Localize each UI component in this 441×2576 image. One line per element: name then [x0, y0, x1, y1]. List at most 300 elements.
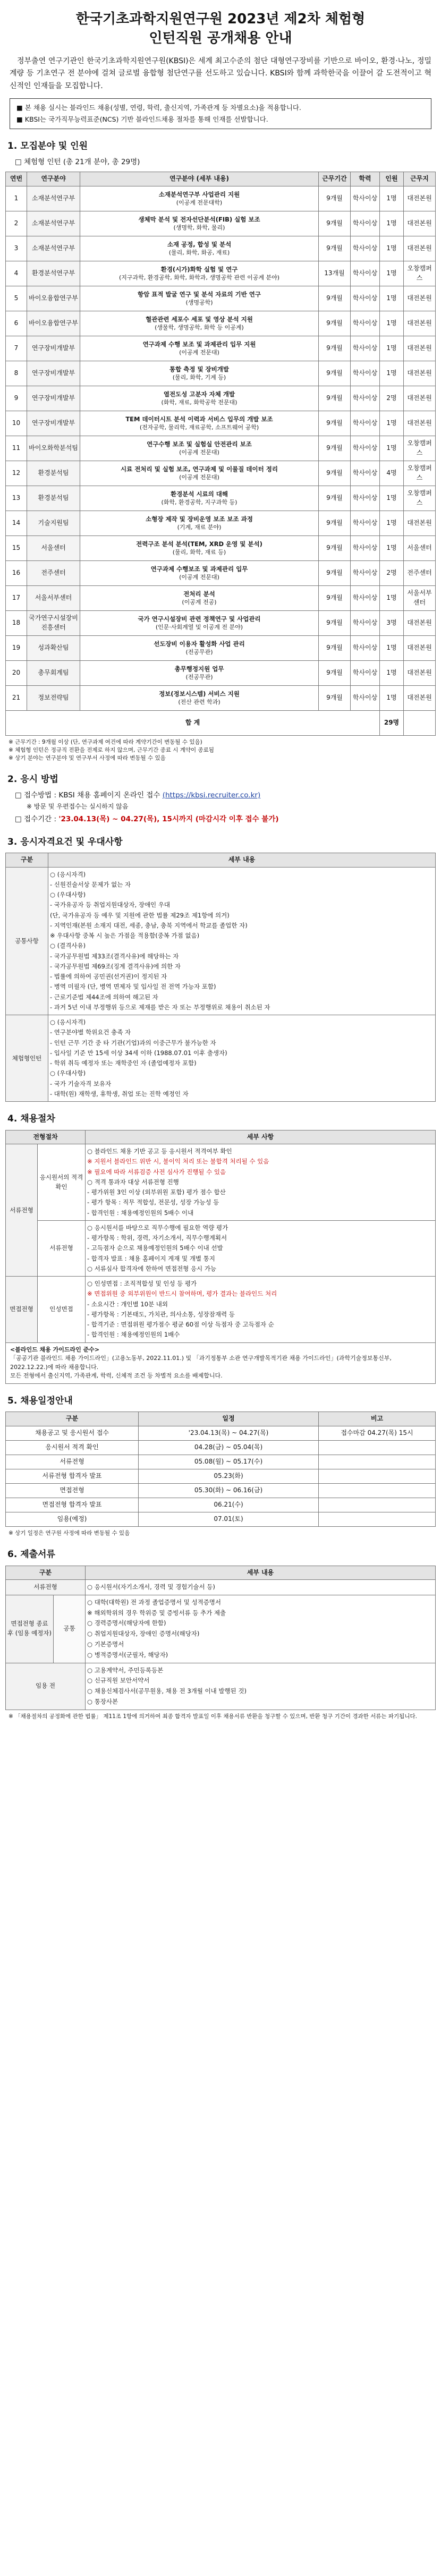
detail-line: ○ (응시자격): [50, 870, 86, 878]
detail-line: - 합격인원 : 채용예정인원의 5배수 이내: [87, 1209, 194, 1217]
duty-detail: (이공계 전문대학): [176, 199, 223, 207]
table-row: [6, 1144, 436, 1221]
detail-line: ○ (우대사항): [50, 1069, 86, 1077]
duty-detail: (물리, 화학, 재료 등): [172, 549, 226, 556]
section-title-positions: 1. 모집분야 및 인원: [7, 141, 88, 152]
table-row: [6, 1455, 436, 1469]
cell-edu: 학사이상: [351, 411, 380, 436]
duty-title: 국가 연구시설장비 관련 정책연구 및 사업관리: [138, 615, 261, 623]
title-line-1: 한국기초과학지원연구원 2023년 제2차 체험형: [75, 11, 366, 27]
duty-title: TEM 데이터시트 분석 이력과 서비스 입무의 개발 보조: [125, 415, 273, 423]
table-row: [6, 1483, 436, 1498]
documents-footnote: ※ 「채용절차의 공정화에 관한 법률」 제11조 1항에 의거하여 최종 합격자 발표일 이후 채용서류 반환을 청구할 수 있으며, 반환 청구 기간이 경과한 서류는 파기됩니다.: [9, 1713, 417, 1720]
duty-title: 환경분석 시료의 대해: [171, 490, 228, 498]
detail-line: - 합격인원 : 채용예정인원의 1배수: [87, 1331, 180, 1339]
duty-title: 전처리 분석: [183, 590, 215, 598]
detail-line: - 평가항목 : 기본태도, 가치관, 의사소통, 성장잠재력 등: [87, 1310, 235, 1318]
cell-field: 소재분석연구부: [27, 211, 80, 236]
duty-title: 열전도성 고분자 자체 개발: [163, 390, 235, 398]
table-header-row: [6, 853, 436, 867]
table-row: [6, 211, 436, 236]
detail-line: (단, 국가유공자 등 예우 및 지원에 관한 법률 제29조 제1항에 의거): [50, 911, 230, 919]
cell-period: 9개월: [319, 660, 351, 685]
duty-title: 항암 표적 발굴 연구 및 분석 자료의 기반 연구: [138, 290, 261, 298]
cell-duty: [80, 685, 319, 710]
cell-place: 대전본원: [404, 361, 436, 386]
duty-title: 연구과제 수행 보조 및 과제관리 입무 지원: [142, 340, 256, 348]
cell-count: 1명: [380, 311, 404, 336]
cell-item: 면접전형 합격자 발표: [6, 1498, 139, 1512]
duty-detail: (인문·사회계열 및 이공계 전 분야): [155, 624, 243, 631]
apply-method-link[interactable]: (https://kbsi.recruiter.co.kr): [162, 791, 261, 800]
detail-line: - 병역 미필자 (단, 병역 면제자 및 입사일 전 전역 가능자 포함): [50, 983, 216, 991]
duty-title: 연구과제 수행보조 및 과제관리 입무: [150, 565, 248, 573]
cell-detail: [86, 1220, 436, 1276]
apply-period-label: □ 접수기간 :: [15, 815, 59, 824]
notice-box: [10, 98, 431, 129]
col-header-category: 구분: [6, 853, 48, 867]
duty-title: 선도장비 이용자 활성화 사업 관리: [154, 640, 245, 648]
blind-hiring-line: 「공공기관 블라인드 채용 가이드라인」(고용노동부, 2022.11.01.) 및 「과기정통부 소관 연구개발목적기관 채용 가이드라인」(과학기술정보통신부, 2022.12.22.)에 따라 채용합니다.: [10, 1355, 392, 1371]
table-row: [6, 1220, 436, 1276]
cell-field: 소재분석연구부: [27, 236, 80, 261]
duty-detail: (화학, 재료, 화학공학 전문대): [161, 399, 238, 406]
cell-duty: [80, 535, 319, 560]
cell-place: 서울서부센터: [404, 585, 436, 610]
duty-detail: (물리, 화학, 기계 등): [172, 374, 226, 381]
table-row: [6, 286, 436, 311]
cell-duty: [80, 436, 319, 461]
duty-title: 소형장 제작 및 장비운영 보조 보조 과정: [146, 515, 253, 523]
footnote: ※ 상기 분야는 연구분야 및 연구부서 사정에 따라 변동될 수 있음: [9, 755, 166, 762]
total-count: 29명: [380, 710, 404, 735]
detail-line: ○ 채용신체검사서(공무원용, 채용 전 3개월 이내 발행된 것): [87, 1687, 247, 1695]
cell-period: 9개월: [319, 336, 351, 361]
cell-count: 2명: [380, 386, 404, 411]
apply-method: [15, 790, 432, 801]
cell-place: 대전본원: [404, 660, 436, 685]
table-row: [6, 1440, 436, 1455]
duty-detail: (생명학, 화학, 물리): [173, 224, 225, 232]
intro-paragraph: 정부출연 연구기관인 한국기초과학지원연구원(KBSI)은 세계 최고수준의 첨단 대형연구장비를 기반으로 바이오, 환경·나노, 정밀계량 등 기초연구 전 분야에 걸쳐 글로벌 융합형 첨단연구를 선도하고 있습니다. KBSI와 함께 과학한국을 이끌어 갈 도전적이고 혁신적인 인재들을 모집합니다.: [10, 56, 431, 91]
cell-no: 4: [6, 261, 27, 286]
cell-edu: 학사이상: [351, 236, 380, 261]
cell-field: 서울센터: [27, 535, 80, 560]
cell-edu: 학사이상: [351, 560, 380, 585]
cell-note: 접수마감 04.27(목) 15시: [319, 1426, 436, 1440]
cell-period: 13개월: [319, 261, 351, 286]
table-row: [6, 535, 436, 560]
table-row: [6, 1579, 436, 1595]
col-header-edu: 학력: [351, 172, 380, 186]
cell-no: 11: [6, 436, 27, 461]
cell-no: 3: [6, 236, 27, 261]
duty-detail: (전공무관): [185, 674, 213, 681]
cell-duty: [80, 361, 319, 386]
cell-stage: 서류전형: [6, 1144, 38, 1277]
cell-count: 1명: [380, 211, 404, 236]
cell-period: 9개월: [319, 211, 351, 236]
process-table-body: [6, 1144, 436, 1343]
cell-field: 서울서부센터: [27, 585, 80, 610]
cell-duty: [80, 610, 319, 635]
cell-place: 대전본원: [404, 211, 436, 236]
cell-note: [319, 1512, 436, 1526]
duty-detail: (이공계 전문대): [179, 574, 219, 581]
cell-edu: 학사이상: [351, 361, 380, 386]
table-total-row: [6, 710, 436, 735]
cell-field: 연구장비개발부: [27, 361, 80, 386]
cell-count: 1명: [380, 236, 404, 261]
cell-period: 9개월: [319, 411, 351, 436]
cell-category: 공통사항: [6, 867, 48, 1015]
cell-detail: [86, 1144, 436, 1221]
table-row: [6, 1426, 436, 1440]
col-header-detail: 세부 사항: [86, 1130, 436, 1144]
cell-count: 1명: [380, 635, 404, 660]
cell-place: 대전본원: [404, 635, 436, 660]
table-row: [6, 411, 436, 436]
detail-line: - 학위 취득 예정자 또는 재학중인 자 (졸업예정자 포함): [50, 1059, 197, 1067]
cell-no: 1: [6, 186, 27, 211]
cell-place: 대전본원: [404, 685, 436, 710]
cell-duty: [80, 635, 319, 660]
detail-line: ※ 면접위원 중 외부위원이 반드시 참여하며, 평가 결과는 블라인드 처리: [87, 1290, 277, 1298]
detail-line: - 평가항목 : 학위, 경력, 자기소개서, 직무수행계획서: [87, 1234, 227, 1242]
cell-detail: [48, 867, 436, 1015]
cell-no: 12: [6, 461, 27, 486]
detail-line: ○ (결격사유): [50, 942, 86, 950]
detail-line: ○ 통장사본: [87, 1698, 118, 1706]
cell-place: 대전본원: [404, 511, 436, 535]
cell-field: 환경분석팀: [27, 461, 80, 486]
cell-field: 바이오융합연구부: [27, 311, 80, 336]
duty-detail: (생명공학): [185, 299, 213, 307]
cell-period: 9개월: [319, 511, 351, 535]
cell-count: 2명: [380, 560, 404, 585]
cell-period: 9개월: [319, 560, 351, 585]
cell-place: 대전본원: [404, 411, 436, 436]
cell-item: 응시원서 적격 확인: [6, 1440, 139, 1455]
cell-period: 9개월: [319, 311, 351, 336]
cell-item: 면접전형: [6, 1483, 139, 1498]
detail-line: - 소요시간 : 개인별 10분 내외: [87, 1300, 168, 1308]
cell-count: 1명: [380, 486, 404, 511]
cell-item: 임용(예정): [6, 1512, 139, 1526]
cell-date: 04.28(금) ~ 05.04(목): [139, 1440, 319, 1455]
cell-edu: 학사이상: [351, 211, 380, 236]
table-header-row: [6, 1566, 436, 1579]
positions-table-body: [6, 186, 436, 710]
cell-count: 1명: [380, 585, 404, 610]
cell-period: 9개월: [319, 286, 351, 311]
table-row: [6, 685, 436, 710]
cell-edu: 학사이상: [351, 585, 380, 610]
detail-line: - 평가위원 3인 이상 (외부위원 포함) 평가 점수 합산: [87, 1188, 226, 1196]
cell-duty: [80, 660, 319, 685]
cell-place: 오창캠퍼스: [404, 261, 436, 286]
detail-line: ※ 해외학위의 경우 학위증 및 증빙서류 등 추가 제출: [87, 1609, 226, 1617]
cell-item: 채용공고 및 응시원서 접수: [6, 1426, 139, 1440]
cell-period: 9개월: [319, 535, 351, 560]
apply-method-note: ※ 방문 및 우편접수는 실시하지 않음: [27, 802, 129, 810]
notice-item: ■ 본 채용 실시는 블라인드 채용(성별, 연령, 학력, 출신지역, 가족관계 등 차별요소)을 적용합니다.: [16, 103, 301, 112]
cell-subcategory: 공통: [54, 1595, 86, 1663]
cell-period: 9개월: [319, 461, 351, 486]
cell-period: 9개월: [319, 386, 351, 411]
requirements-table-body: [6, 867, 436, 1102]
cell-date: 05.08(월) ~ 05.17(수): [139, 1455, 319, 1469]
cell-field: 연구장비개발부: [27, 411, 80, 436]
detail-line: - 합격자 발표 : 채용 홈페이지 게재 및 개별 통지: [87, 1254, 215, 1262]
cell-no: 21: [6, 685, 27, 710]
cell-duty: [80, 236, 319, 261]
duty-title: 정보(정보시스템) 서비스 지원: [159, 690, 240, 698]
detail-line: ※ 지원서 블라인드 위반 시, 불이익 처리 또는 불합격 처리될 수 있음: [87, 1158, 269, 1166]
cell-edu: 학사이상: [351, 660, 380, 685]
cell-period: 9개월: [319, 361, 351, 386]
cell-place: 오창캠퍼스: [404, 436, 436, 461]
detail-line: ○ (우대사항): [50, 891, 86, 899]
cell-count: 1명: [380, 336, 404, 361]
cell-no: 2: [6, 211, 27, 236]
cell-count: 3명: [380, 610, 404, 635]
cell-duty: [80, 585, 319, 610]
duty-title: 혈관관련 세포수 세포 및 영상 분석 지원: [146, 315, 253, 323]
section-title-documents: 6. 제출서류: [7, 1549, 55, 1560]
detail-line: - 입사일 기준 만 15세 이상 34세 이하 (1988.07.01 이후 출생자): [50, 1049, 227, 1057]
cell-detail: [86, 1277, 436, 1343]
cell-edu: 학사이상: [351, 336, 380, 361]
cell-duty: [80, 411, 319, 436]
table-row: [6, 236, 436, 261]
bullet-icon: ■: [16, 103, 25, 112]
detail-line: - 대학(원) 재학생, 휴학생, 취업 또는 진학 예정인 자: [50, 1090, 189, 1098]
blind-hiring-box: [5, 1343, 436, 1384]
detail-line: ○ 응시원서(자기소개서, 경력 및 경험기술서 등): [87, 1583, 215, 1591]
table-header-row: [6, 1130, 436, 1144]
duty-title: 전력구조 분석 분석(TEM, XRD 운영 및 분석): [136, 540, 262, 548]
cell-duty: [80, 486, 319, 511]
cell-duty: [80, 386, 319, 411]
cell-edu: 학사이상: [351, 635, 380, 660]
detail-line: ○ 고용계약서, 주민등록등본: [87, 1666, 164, 1674]
duty-detail: (전산 관련 학과): [178, 699, 220, 706]
col-header-place: 근무지: [404, 172, 436, 186]
detail-line: - 신원진술서상 문제가 없는 자: [50, 880, 131, 888]
cell-note: [319, 1455, 436, 1469]
cell-field: 국가연구시설장비진흥센터: [27, 610, 80, 635]
cell-duty: [80, 286, 319, 311]
detail-line: - 연구분야별 학위요건 충족 자: [50, 1028, 131, 1036]
cell-period: 9개월: [319, 186, 351, 211]
col-header-item: 구분: [6, 1412, 139, 1426]
cell-date: 05.23(화): [139, 1469, 319, 1483]
cell-category: 면접전형 종료 후 (임용 예정자): [6, 1595, 54, 1663]
cell-no: 6: [6, 311, 27, 336]
cell-edu: 학사이상: [351, 436, 380, 461]
table-row: [6, 336, 436, 361]
table-row: [6, 511, 436, 535]
section-title-apply: 2. 응시 방법: [7, 774, 58, 785]
cell-edu: 학사이상: [351, 610, 380, 635]
table-row: [6, 461, 436, 486]
col-header-note: 비고: [319, 1412, 436, 1426]
section-title-schedule: 5. 채용일정안내: [7, 1395, 73, 1406]
cell-no: 13: [6, 486, 27, 511]
col-header-date: 일정: [139, 1412, 319, 1426]
duty-title: 생체막 분석 및 전자선단분석(FIB) 실험 보조: [138, 215, 260, 223]
col-header-count: 인원: [380, 172, 404, 186]
schedule-table: [5, 1412, 436, 1526]
requirements-table: [5, 853, 436, 1102]
cell-edu: 학사이상: [351, 685, 380, 710]
detail-line: - 지역인재(본원 소재지 대전, 세종, 충남, 충북 지역에서 학교를 졸업한 자): [50, 921, 248, 929]
table-row: [6, 1015, 436, 1102]
cell-count: 1명: [380, 685, 404, 710]
cell-field: 환경분석연구부: [27, 261, 80, 286]
detail-line: ○ 대학(대학원) 전 과정 졸업증명서 및 성적증명서: [87, 1598, 222, 1606]
cell-count: 1명: [380, 436, 404, 461]
col-header-period: 근무기간: [319, 172, 351, 186]
cell-period: 9개월: [319, 635, 351, 660]
cell-period: 9개월: [319, 585, 351, 610]
duty-detail: (이공계 전공): [182, 599, 217, 606]
schedule-table-body: [6, 1426, 436, 1526]
cell-note: [319, 1469, 436, 1483]
col-header-no: 연번: [6, 172, 27, 186]
schedule-footnote: ※ 상기 일정은 연구원 사정에 따라 변동될 수 있음: [9, 1529, 130, 1536]
cell-place: 대전본원: [404, 286, 436, 311]
cell-count: 1명: [380, 411, 404, 436]
cell-field: 정보전략팀: [27, 685, 80, 710]
cell-place: 대전본원: [404, 186, 436, 211]
positions-table: [5, 172, 436, 735]
detail-line: ○ 인성면접 : 조직적합성 및 인성 등 평가: [87, 1280, 197, 1288]
total-empty-cell: [404, 710, 436, 735]
table-row: [6, 1595, 436, 1663]
cell-edu: 학사이상: [351, 261, 380, 286]
cell-place: 전주센터: [404, 560, 436, 585]
cell-edu: 학사이상: [351, 186, 380, 211]
detail-line: - 근로기준법 제44조에 의하여 해고된 자: [50, 993, 158, 1001]
cell-note: [319, 1483, 436, 1498]
notice-item: ■ KBSI는 국가직무능력표준(NCS) 기반 블라인드채용 절차를 통해 인재를 선발합니다.: [16, 115, 268, 124]
cell-edu: 학사이상: [351, 511, 380, 535]
cell-place: 대전본원: [404, 311, 436, 336]
detail-line: ※ 우대사항 중복 시 높은 가점을 적용함(중복 가점 없음): [50, 932, 200, 940]
cell-count: 1명: [380, 535, 404, 560]
cell-duty: [80, 186, 319, 211]
detail-line: - 과거 5년 이내 부정행위 등으로 제재를 받은 자 또는 부정행위로 채용이 취소된 자: [50, 1003, 270, 1011]
detail-line: - 평가 항목 : 직무 적합성, 전문성, 성장 가능성 등: [87, 1198, 219, 1206]
table-row: [6, 635, 436, 660]
duty-title: 시료 전처리 및 실험 보조, 연구과제 및 이물질 데이터 정리: [121, 465, 278, 473]
detail-line: ○ 서류심사 합격자에 한하여 면접전형 응시 가능: [87, 1264, 217, 1272]
cell-step: 인성면접: [38, 1277, 86, 1343]
apply-method-label: □ 접수방법 : KBSI 채용 홈페이지 온라인 접수: [15, 791, 160, 800]
duty-title: 통합 측정 및 장비개발: [169, 365, 229, 373]
detail-line: ○ (응시자격): [50, 1018, 86, 1026]
total-label: 합 계: [6, 710, 380, 735]
bullet-icon: ■: [16, 115, 25, 124]
cell-detail: [86, 1579, 436, 1595]
detail-line: ○ 경력증명서(해당자에 한함): [87, 1619, 166, 1627]
table-header-row: [6, 1412, 436, 1426]
detail-line: - 국가유공자 등 취업지원대상자, 장애인 우대: [50, 901, 171, 909]
blind-hiring-title: <블라인드 채용 가이드라인 준수>: [10, 1346, 100, 1353]
col-header-detail: 세부 내용: [86, 1566, 436, 1579]
cell-field: 바이오융합연구부: [27, 286, 80, 311]
detail-line: - 고득점자 순으로 채용예정인원의 5배수 이내 선발: [87, 1244, 223, 1252]
cell-place: 서울센터: [404, 535, 436, 560]
cell-field: 성과확산팀: [27, 635, 80, 660]
cell-field: 연구장비개발부: [27, 336, 80, 361]
cell-no: 9: [6, 386, 27, 411]
positions-subtitle: □ 체험형 인턴 (총 21개 분야, 총 29명): [15, 157, 140, 166]
table-row: [6, 1512, 436, 1526]
documents-table-body: [6, 1579, 436, 1710]
cell-no: 20: [6, 660, 27, 685]
table-row: [6, 486, 436, 511]
duty-detail: (전공무관): [185, 649, 213, 656]
cell-duty: [80, 311, 319, 336]
detail-line: ○ 응시원서를 바탕으로 직무수행에 필요한 역량 평가: [87, 1223, 228, 1231]
cell-detail: [86, 1663, 436, 1710]
duty-detail: (이공계 전문대): [179, 449, 219, 456]
cell-count: 1명: [380, 660, 404, 685]
table-row: [6, 361, 436, 386]
cell-no: 18: [6, 610, 27, 635]
duty-detail: (지구과학, 환경공학, 화학, 화학과, 생명공학 관련 이공계 분야): [118, 274, 280, 282]
section-title-process: 4. 채용절차: [7, 1113, 55, 1125]
cell-count: 4명: [380, 461, 404, 486]
table-row: [6, 610, 436, 635]
duty-title: 총무행정지원 업무: [174, 665, 224, 673]
cell-note: [319, 1440, 436, 1455]
duty-title: 소재분석연구부 사업관리 지원: [158, 190, 240, 198]
cell-step: 응시원서의 적격 확인: [38, 1144, 86, 1221]
positions-footnotes: [9, 738, 432, 763]
footnote: ※ 근무기간 : 9개월 이상 (단, 연구과제 여건에 따라 계약기간이 변동될 수 있음): [9, 738, 202, 745]
cell-period: 9개월: [319, 685, 351, 710]
duty-detail: (화학, 환경공학, 지구과학 등): [161, 499, 238, 506]
col-header-detail: 세부 내용: [48, 853, 436, 867]
cell-step: 서류전형: [38, 1220, 86, 1276]
documents-table: [5, 1566, 436, 1710]
cell-item: 서류전형: [6, 1455, 139, 1469]
cell-no: 15: [6, 535, 27, 560]
cell-stage: 면접전형: [6, 1277, 38, 1343]
section-title-requirements: 3. 응시자격요건 및 우대사항: [7, 836, 123, 847]
table-row: [6, 386, 436, 411]
cell-edu: 학사이상: [351, 535, 380, 560]
cell-duty: [80, 511, 319, 535]
table-row: [6, 660, 436, 685]
detail-line: - 합격기준 : 면접위원 평가점수 평균 60점 이상 득점자 중 고득점자 순: [87, 1321, 274, 1329]
detail-line: - 법률에 의하여 공민권(선거권)이 정지된 자: [50, 973, 167, 981]
cell-count: 1명: [380, 511, 404, 535]
title-line-2: 인턴직원 공개채용 안내: [149, 30, 292, 46]
duty-detail: (기계, 재료 분야): [177, 524, 222, 531]
detail-line: - 국가공무원법 제33조(결격사유)에 해당하는 자: [50, 952, 179, 960]
table-row: [6, 1469, 436, 1483]
cell-field: 소재분석연구부: [27, 186, 80, 211]
detail-line: ○ 적격 통과자 대상 서류전형 진행: [87, 1178, 179, 1186]
cell-note: [319, 1498, 436, 1512]
duty-title: 환경(시가)화학 실험 및 연구: [160, 265, 238, 273]
cell-field: 기술지원팀: [27, 511, 80, 535]
